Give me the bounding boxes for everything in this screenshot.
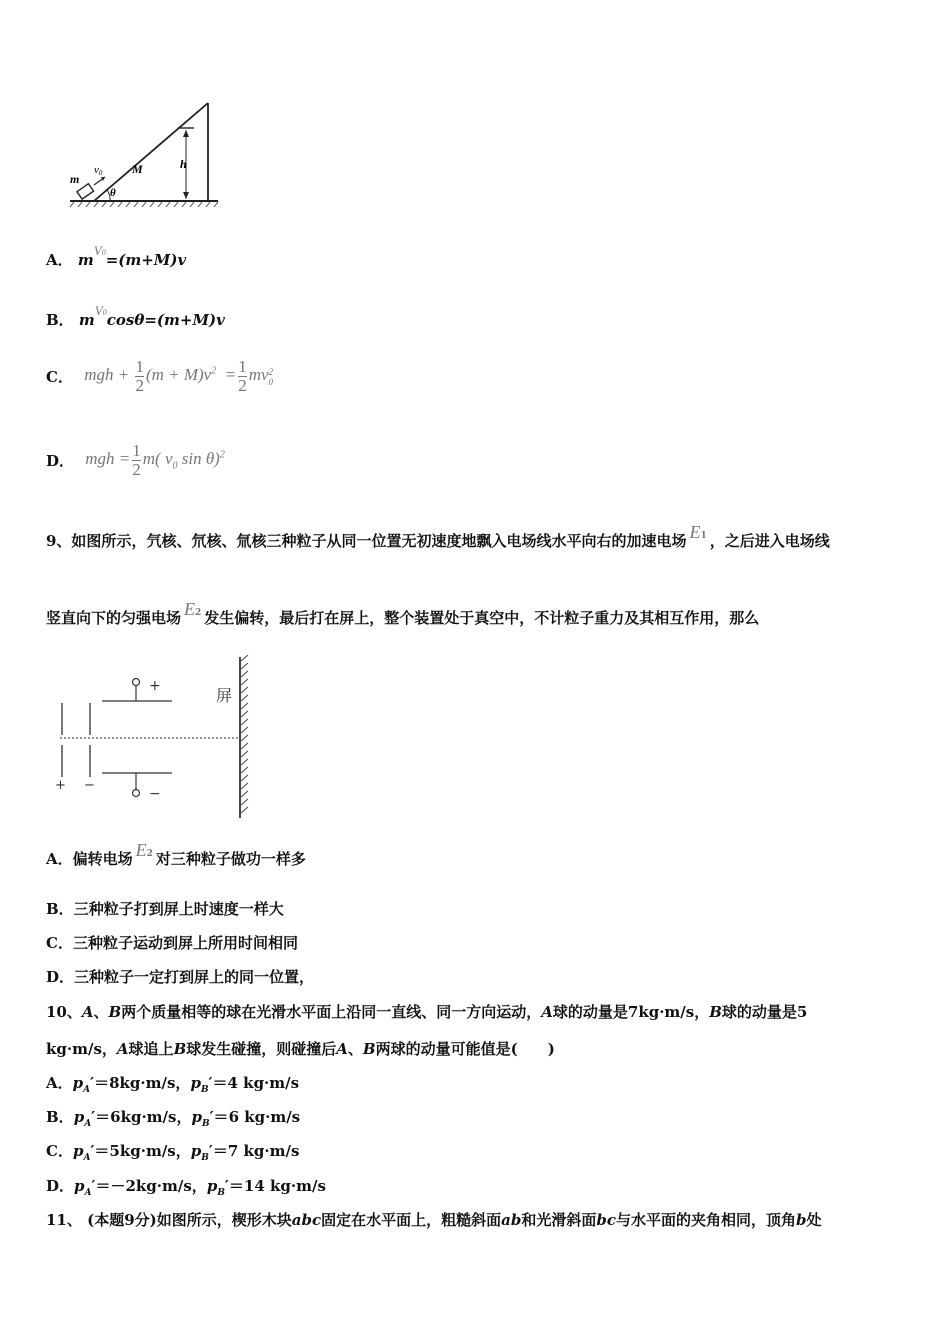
ground-hatch: [70, 202, 218, 207]
q9-option-d[interactable]: D．三种粒子一定打到屏上的同一位置，: [46, 968, 315, 986]
q10-option-a[interactable]: A．$p_A'=8kg\cdot m/s$，$p_B'=4$ kg·m/s: [46, 1074, 300, 1095]
label-m: m: [70, 172, 80, 186]
formula-d: mgh = $\frac{1}{2}$ m( $v_0$ sin θ)$^2$: [85, 441, 225, 479]
incline-figure: [68, 95, 223, 210]
formula-c: mgh + $\frac{1}{2}$ $(m + M)v^2$ = $\frac{1}{2}$ mv 2 0: [84, 357, 274, 395]
field-figure: [50, 655, 260, 820]
terminal-bottom: [133, 790, 140, 797]
left-minus: −: [84, 778, 95, 793]
q10-option-d[interactable]: D．$p_A'=-2kg\cdot m/s$，$p_B'=14$ kg·m/s: [46, 1177, 326, 1198]
q8-option-c[interactable]: C． mgh + $\frac{1}{2}$ $(m + M)v^2$ = $\frac{1}{2}$ mv 2 0: [46, 357, 274, 395]
screen-label: 屏: [216, 686, 233, 705]
minus-bottom: −: [149, 786, 161, 802]
screen-hatch: [241, 655, 248, 813]
q9-option-a[interactable]: A．偏转电场 E2 对三种粒子做功一样多: [46, 840, 306, 868]
q10-option-b[interactable]: B．$p_A'=6kg\cdot m/s$，$p_B'=6$ kg·m/s: [46, 1108, 301, 1129]
q10-stem-line1: 10、A、B两个质量相等的球在光滑水平面上沿同一直线、同一方向运动，A球的动量是7kg·m/s，B球的动量是5: [46, 1003, 808, 1021]
plus-top: +: [149, 678, 161, 694]
left-plus: +: [55, 778, 66, 793]
small-block: [77, 184, 94, 199]
q11-stem-line1: 11、 (本题9分)如图所示，楔形木块abc固定在水平面上，粗糙斜面ab和光滑斜面bc与水平面的夹角相同，顶角b处: [46, 1211, 822, 1229]
q9-option-b[interactable]: B．三种粒子打到屏上时速度一样大: [46, 900, 284, 918]
label-v0: v0: [94, 164, 103, 177]
q9-stem-line1: 9、如图所示，氕核、氘核、氚核三种粒子从同一位置无初速度地飘入电场线水平向右的加速电场 E1 ，之后进入电场线: [46, 522, 830, 550]
q9-option-c[interactable]: C．三种粒子运动到屏上所用时间相同: [46, 934, 298, 952]
q10-option-c[interactable]: C．$p_A'=5kg\cdot m/s$，$p_B'=7$ kg·m/s: [46, 1142, 300, 1163]
q8-option-d[interactable]: D． mgh = $\frac{1}{2}$ m( $v_0$ sin θ)$^2$: [46, 441, 225, 479]
q8-option-a[interactable]: A． mV0=(m+M)v: [46, 243, 187, 269]
q9-stem-line2: 竖直向下的匀强电场 E2 发生偏转，最后打在屏上，整个装置处于真空中，不计粒子重力及其相互作用，那么: [46, 599, 760, 627]
label-M: M: [132, 162, 143, 176]
label-theta: θ: [110, 187, 116, 199]
label-h: h: [180, 157, 187, 171]
terminal-top: [133, 679, 140, 686]
q10-stem-line2: kg·m/s，A球追上B球发生碰撞，则碰撞后A、B两球的动量可能值是( ): [46, 1040, 555, 1058]
q8-option-b[interactable]: B． mV0cosθ=(m+M)v: [46, 303, 225, 329]
